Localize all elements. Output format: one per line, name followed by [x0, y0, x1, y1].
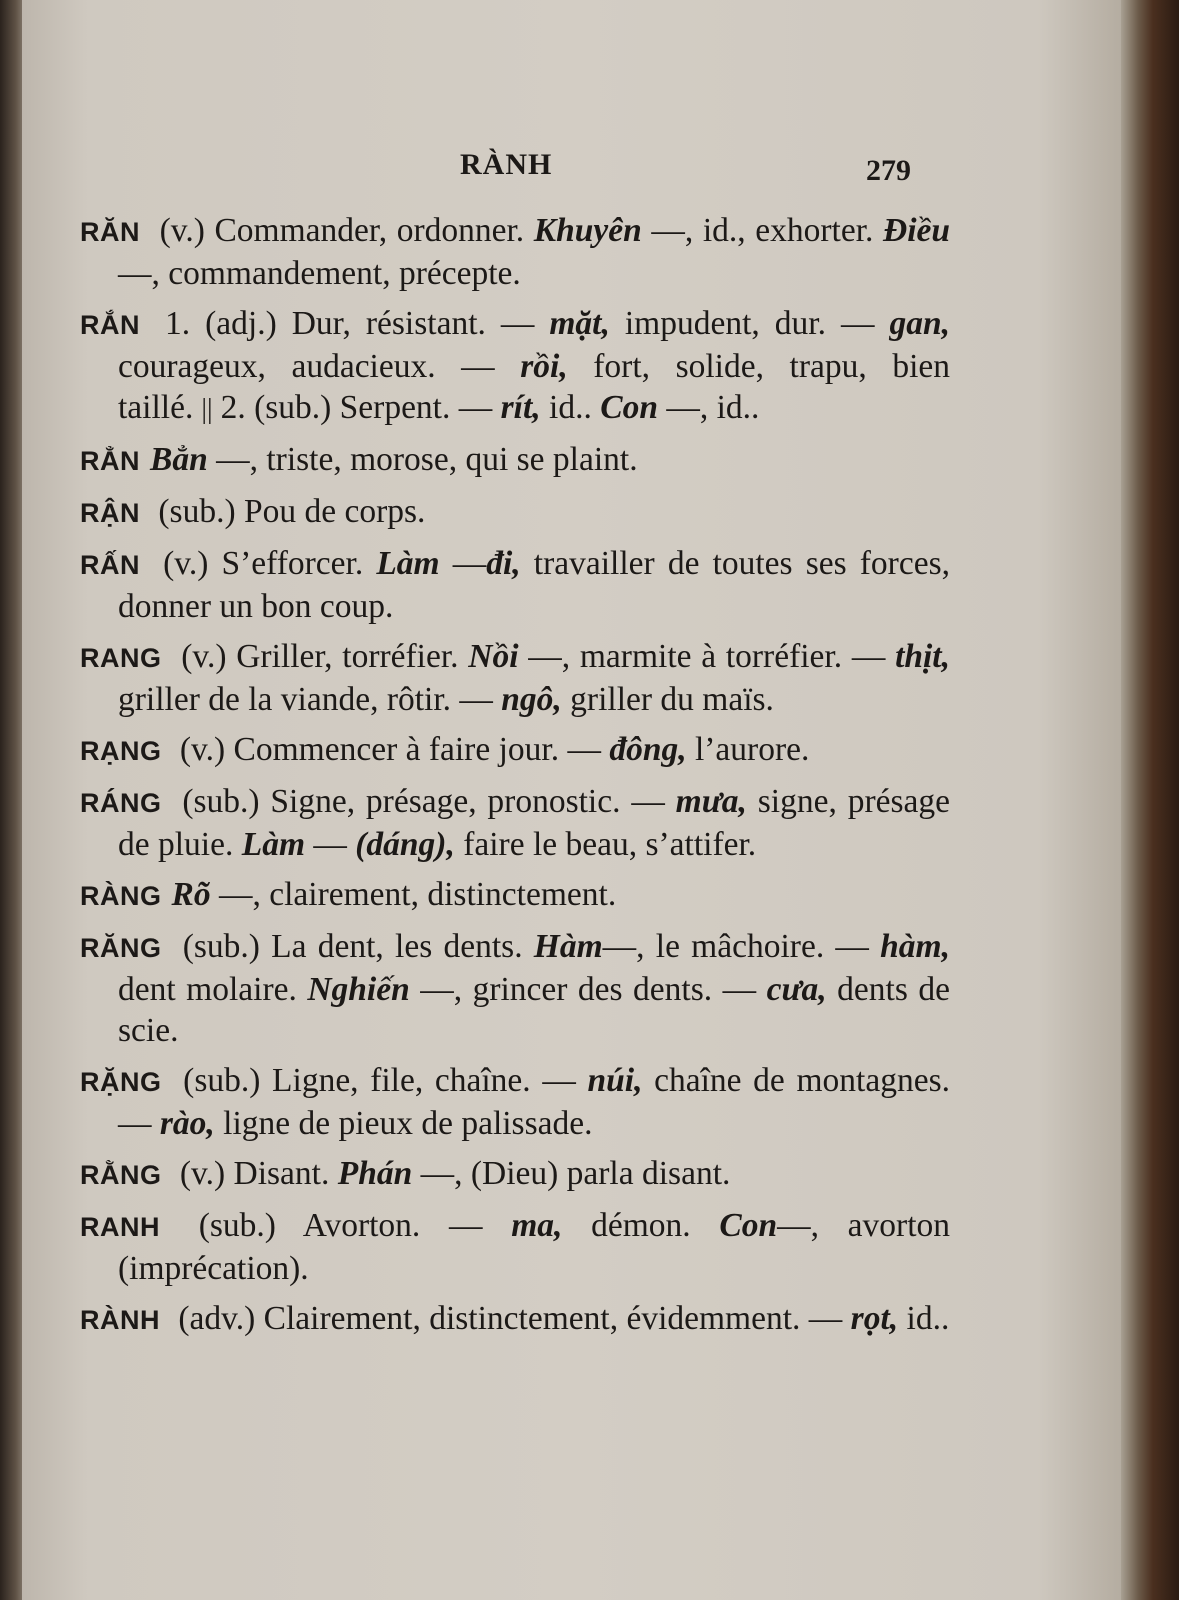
entry-headword: RẰNG [80, 1160, 162, 1190]
dictionary-entry: RÀNG Rõ —, clairement, distinctement. [80, 876, 617, 913]
dictionary-entry: RĂN (v.) Commander, ordonner. Khuyên —, id., exhorter. Điều —, commandement, précepte. [80, 212, 950, 292]
entry-headword: RĂNG [80, 933, 162, 963]
entry-headword: RẬN [80, 498, 140, 528]
running-headword: RÀNH [460, 148, 553, 181]
entry-headword: RÀNG [80, 881, 162, 911]
entry-headword: RẤN [80, 550, 140, 580]
entry-headword: RANH [80, 1212, 160, 1242]
page-edge-stack [1121, 0, 1179, 1600]
sense-separator: || [201, 394, 213, 425]
dictionary-entry: RẶNG (sub.) Ligne, file, chaîne. — núi, chaîne de montagnes. — rào, ligne de pieux de palissade. [80, 1062, 950, 1142]
dictionary-page [22, 0, 1126, 1600]
running-header [22, 148, 1126, 188]
page-number: 279 [866, 154, 911, 187]
dictionary-entry: RẤN (v.) S’efforcer. Làm —đi, travailler de toutes ses forces, donner un bon coup. [80, 545, 950, 625]
entry-headword: RẮN [80, 310, 140, 340]
dictionary-entry: RẮN 1. (adj.) Dur, résistant. — mặt, impudent, dur. — gan, courageux, audacieux. — rồi, fort, solide, trapu, bien taillé. || 2. (sub.) Serpent. — rít, id.. Con —, id.. [80, 305, 950, 426]
dictionary-entry: RĂNG (sub.) La dent, les dents. Hàm—, le mâchoire. — hàm, dent molaire. Nghiến —, grincer des dents. — cưa, dents de scie. [80, 928, 950, 1049]
dictionary-entry: RANH (sub.) Avorton. — ma, démon. Con—, avorton (imprécation). [80, 1207, 950, 1287]
entry-headword: RẲN [80, 446, 140, 476]
dictionary-entry: RẬN (sub.) Pou de corps. [80, 493, 426, 530]
dictionary-entry: RẲN Bẳn —, triste, morose, qui se plaint. [80, 441, 638, 478]
entry-headword: RÁNG [80, 788, 162, 818]
entry-headword: RANG [80, 643, 162, 673]
entry-headword: RÀNH [80, 1305, 160, 1335]
entry-list [80, 210, 950, 1350]
entry-headword: RẠNG [80, 736, 162, 766]
entry-headword: RĂN [80, 217, 140, 247]
dictionary-entry: RẠNG (v.) Commencer à faire jour. — đông, l’aurore. [80, 731, 810, 768]
dictionary-entry: RÁNG (sub.) Signe, présage, pronostic. — mưa, signe, présage de pluie. Làm — (dáng), faire le beau, s’attifer. [80, 783, 951, 863]
dictionary-entry: RẰNG (v.) Disant. Phán —, (Dieu) parla disant. [80, 1155, 731, 1192]
dictionary-entry: RANG (v.) Griller, torréfier. Nồi —, marmite à torréfier. — thịt, griller de la viande, rôtir. — ngô, griller du maïs. [80, 638, 950, 718]
entry-headword: RẶNG [80, 1067, 162, 1097]
dictionary-entry: RÀNH (adv.) Clairement, distinctement, évidemment. — rọt, id.. [80, 1300, 950, 1337]
